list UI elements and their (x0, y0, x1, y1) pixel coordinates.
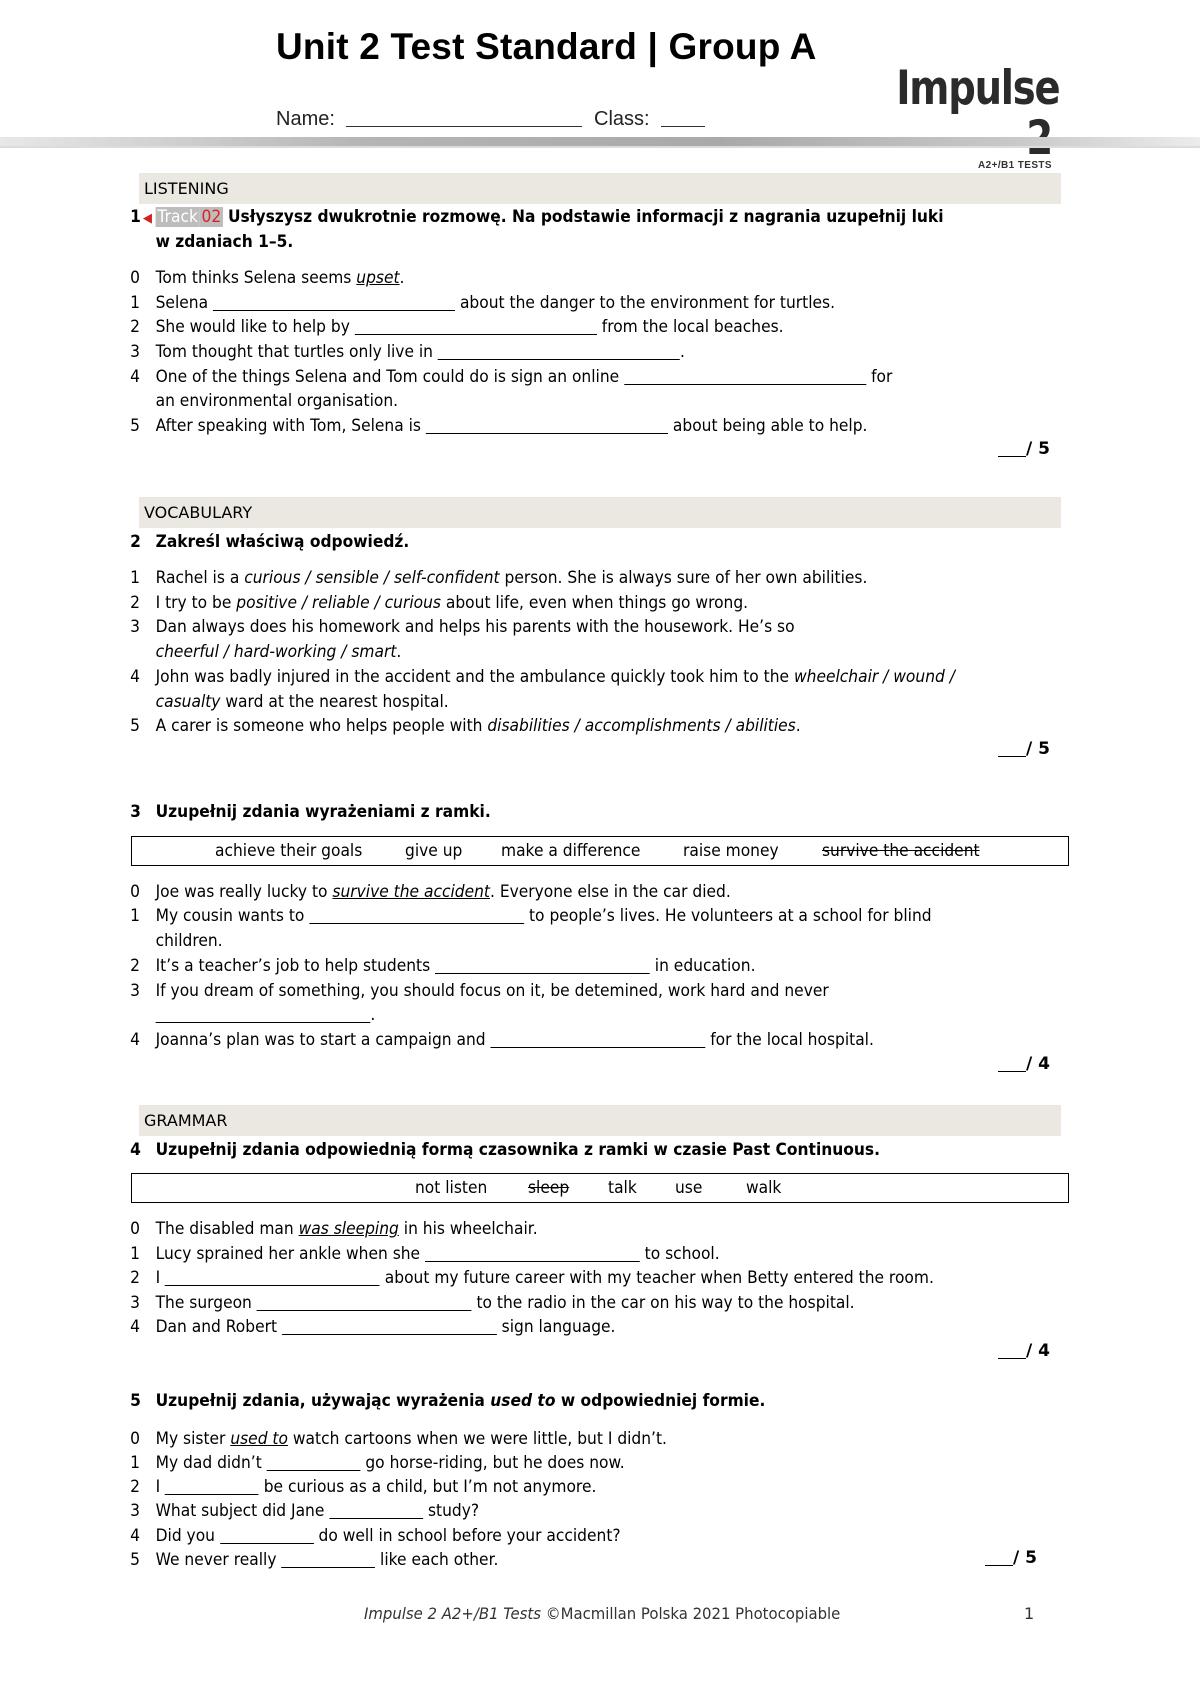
word-box-item-used: survive the accident (822, 841, 980, 861)
score-blank[interactable] (985, 1549, 1013, 1566)
answer-blank[interactable] (165, 1478, 259, 1495)
example-answer: used to (230, 1429, 288, 1449)
exercise-instruction: Usłyszysz dwukrotnie rozmowę. Na podstawie informacji z nagrania uzupełnij luki (227, 207, 944, 227)
answer-blank[interactable] (220, 1527, 314, 1544)
logo-text: Impulse (896, 61, 1060, 116)
score-box: / 4 (998, 1341, 1050, 1361)
word-box-item: walk (746, 1178, 782, 1198)
footer-title: Impulse 2 A2+/B1 Tests (364, 1604, 542, 1623)
page-footer (364, 1604, 840, 1623)
answer-blank[interactable] (426, 417, 668, 434)
answer-blank[interactable] (435, 957, 650, 974)
answer-blank[interactable] (282, 1318, 497, 1335)
answer-options[interactable]: cheerful / hard-working / smart (155, 642, 397, 662)
answer-blank[interactable] (355, 318, 597, 335)
exercise-instruction-cont: w zdaniach 1–5. (155, 232, 294, 252)
class-field[interactable] (661, 108, 705, 127)
word-box-item: raise money (683, 841, 779, 861)
header-divider-shadow (0, 146, 1200, 148)
answer-blank[interactable] (425, 1245, 640, 1262)
example-answer: upset (356, 268, 400, 288)
track-number[interactable]: 02 (201, 207, 222, 227)
score-box: / 5 (998, 739, 1050, 759)
answer-options[interactable]: positive / reliable / curious (236, 593, 441, 613)
score-blank[interactable] (998, 1055, 1026, 1072)
answer-blank[interactable] (624, 368, 866, 385)
section-heading-listening: LISTENING (139, 173, 1061, 204)
audio-speaker-icon[interactable]: ◀ (142, 211, 152, 226)
answer-blank[interactable] (213, 294, 455, 311)
score-box: / 4 (998, 1054, 1050, 1074)
word-box-item: talk (608, 1178, 637, 1198)
word-box-item: not listen (415, 1178, 488, 1198)
answer-blank[interactable] (267, 1454, 361, 1471)
name-field[interactable] (346, 108, 582, 127)
impulse-logo (862, 61, 1060, 171)
answer-blank[interactable] (257, 1294, 472, 1311)
word-box-item-used: sleep (528, 1178, 570, 1198)
score-blank[interactable] (998, 740, 1026, 757)
answer-options[interactable]: curious / sensible / self-confident (244, 568, 500, 588)
answer-options[interactable]: wheelchair / wound / (793, 667, 955, 687)
word-box-item: achieve their goals (215, 841, 363, 861)
exercise-number: 1 (130, 207, 141, 227)
word-box (131, 836, 1069, 866)
word-box (131, 1173, 1069, 1203)
header-divider (0, 137, 1200, 146)
score-blank[interactable] (998, 1342, 1026, 1359)
answer-options[interactable]: disabilities / accomplishments / abilities (487, 716, 796, 736)
section-heading-grammar: GRAMMAR (139, 1105, 1061, 1136)
score-box: / 5 (998, 439, 1050, 459)
answer-options[interactable]: casualty (155, 692, 221, 712)
score-blank[interactable] (998, 440, 1026, 457)
example-answer: was sleeping (298, 1219, 399, 1239)
page-number: 1 (1024, 1604, 1035, 1623)
answer-blank[interactable] (156, 1006, 371, 1023)
class-label: Class: (594, 108, 650, 130)
footer-copyright: ©Macmillan Polska 2021 Photocopiable (541, 1604, 841, 1623)
page-title: Unit 2 Test Standard | Group A (276, 26, 817, 67)
word-box-item: use (675, 1178, 703, 1198)
answer-blank[interactable] (491, 1031, 706, 1048)
example-answer: survive the accident (332, 882, 490, 902)
section-heading-vocabulary: VOCABULARY (139, 497, 1061, 528)
answer-blank[interactable] (309, 907, 524, 924)
word-box-item: make a difference (501, 841, 641, 861)
score-box: / 5 (985, 1548, 1037, 1568)
word-box-item: give up (405, 841, 463, 861)
answer-blank[interactable] (281, 1551, 375, 1568)
answer-blank[interactable] (438, 343, 680, 360)
track-label[interactable]: Track (157, 207, 198, 227)
answer-blank[interactable] (329, 1502, 423, 1519)
name-class-row (276, 108, 705, 131)
logo-subtitle: A2+/B1 TESTS (978, 160, 1052, 171)
name-label: Name: (276, 108, 335, 130)
answer-blank[interactable] (165, 1269, 380, 1286)
